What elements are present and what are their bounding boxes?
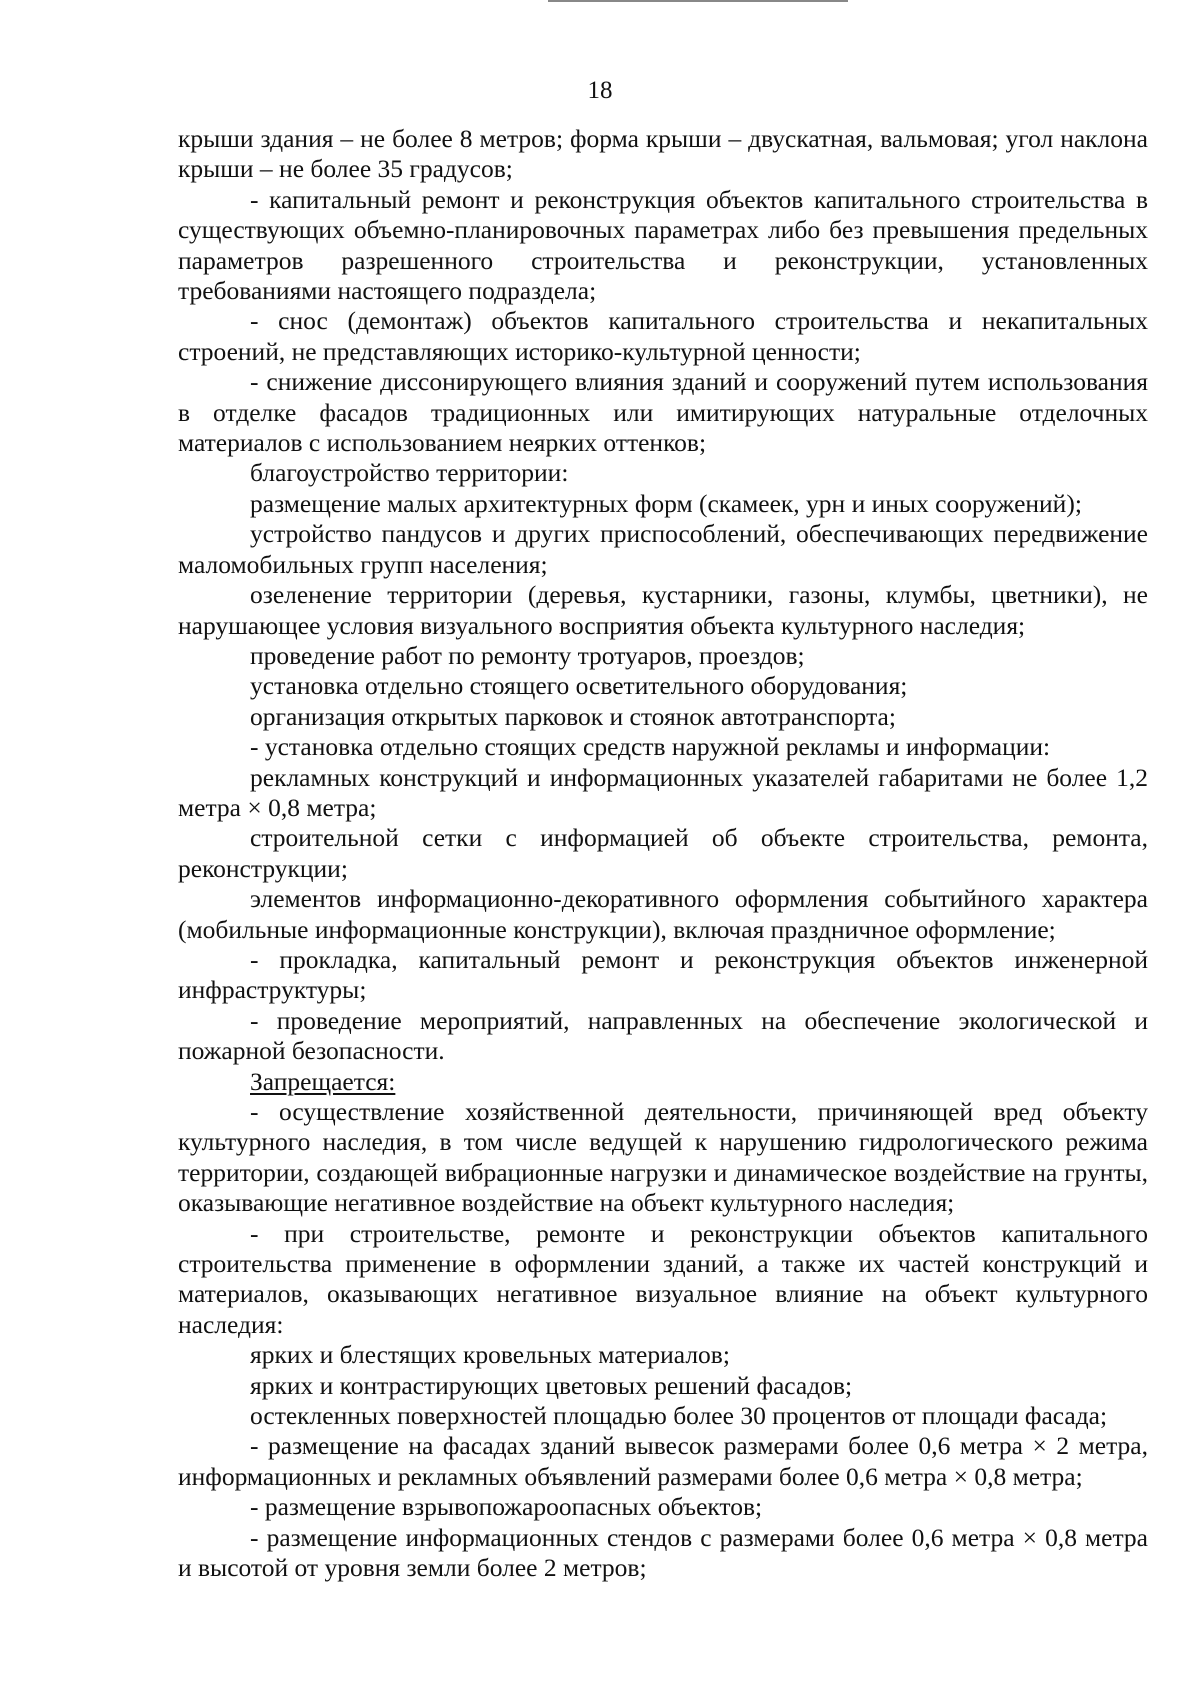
top-rule: [548, 0, 848, 2]
paragraph: размещение малых архитектурных форм (скамеек, урн и иных сооружений);: [250, 488, 1082, 518]
paragraph: благоустройство территории:: [250, 458, 569, 488]
paragraph: - прокладка, капитальный ремонт и реконструкция объектов инженерной инфраструктуры;: [178, 944, 1148, 1005]
paragraph: - снос (демонтаж) объектов капитального строительства и некапитальных строений, не представляющих историко-культурной ценности;: [178, 306, 1148, 366]
paragraph: - проведение мероприятий, направленных на обеспечение экологической и пожарной безопасности.: [178, 1005, 1148, 1066]
paragraph: организация открытых парковок и стоянок автотранспорта;: [250, 701, 896, 731]
paragraph: остекленных поверхностей площадью более 30 процентов от площади фасада;: [250, 1401, 1108, 1431]
paragraph: - снижение диссонирующего влияния зданий и сооружений путем использования в отделке фасадов традиционных или имитирующих натуральные отделочных материалов с использованием неярких оттенков;: [178, 367, 1148, 458]
paragraph: установка отдельно стоящего осветительного оборудования;: [250, 671, 908, 701]
paragraph: ярких и блестящих кровельных материалов;: [250, 1340, 730, 1370]
paragraph: крыши здания – не более 8 метров; форма крыши – двускатная, вальмовая; угол наклона крыши – не более 35 градусов;: [178, 124, 1148, 184]
paragraph: - размещение взрывопожароопасных объектов;: [250, 1492, 763, 1522]
paragraph: - осуществление хозяйственной деятельности, причиняющей вред объекту культурного наследия, в том числе ведущей к нарушению гидрологического режима территории, создающей вибрационные нагрузки и динамическое воздействие на грунты, оказывающие негативное воздействие на объект культурного наследия;: [178, 1097, 1148, 1218]
paragraph: устройство пандусов и других приспособлений, обеспечивающих передвижение маломобильных групп населения;: [178, 519, 1148, 579]
paragraph: ярких и контрастирующих цветовых решений фасадов;: [250, 1370, 853, 1400]
paragraph: - при строительстве, ремонте и реконструкции объектов капитального строительства применение в оформлении зданий, а также их частей конструкций и материалов, оказывающих негативное визуальное влияние на объект культурного наследия:: [178, 1218, 1148, 1339]
paragraph: озеленение территории (деревья, кустарники, газоны, клумбы, цветники), не нарушающее условия визуального восприятия объекта культурного наследия;: [178, 580, 1148, 640]
paragraph: рекламных конструкций и информационных указателей габаритами не более 1,2 метра × 0,8 метра;: [178, 762, 1148, 822]
paragraph: элементов информационно-декоративного оформления событийного характера (мобильные информационные конструкции), включая праздничное оформление;: [178, 884, 1148, 944]
paragraph: строительной сетки с информацией об объекте строительства, ремонта, реконструкции;: [178, 823, 1148, 883]
paragraph: - капитальный ремонт и реконструкция объектов капитального строительства в существующих объемно-планировочных параметрах либо без превышения предельных параметров разрешенного строительства и реконструкции, установленных требованиями настоящего подраздела;: [178, 184, 1148, 306]
paragraph: - размещение информационных стендов с размерами более 0,6 метра × 0,8 метра и высотой от уровня земли более 2 метров;: [178, 1522, 1148, 1583]
paragraph: [178, 1067, 1148, 1097]
paragraph: - установка отдельно стоящих средств наружной рекламы и информации:: [250, 732, 1051, 762]
section-heading: Запрещается:: [250, 1066, 396, 1096]
paragraph: проведение работ по ремонту тротуаров, проездов;: [250, 640, 805, 670]
body-text: [178, 124, 1148, 1584]
page-number: 18: [587, 77, 613, 104]
paragraph: - размещение на фасадах зданий вывесок размерами более 0,6 метра × 2 метра, информационных и рекламных объявлений размерами более 0,6 метра × 0,8 метра;: [178, 1431, 1148, 1491]
